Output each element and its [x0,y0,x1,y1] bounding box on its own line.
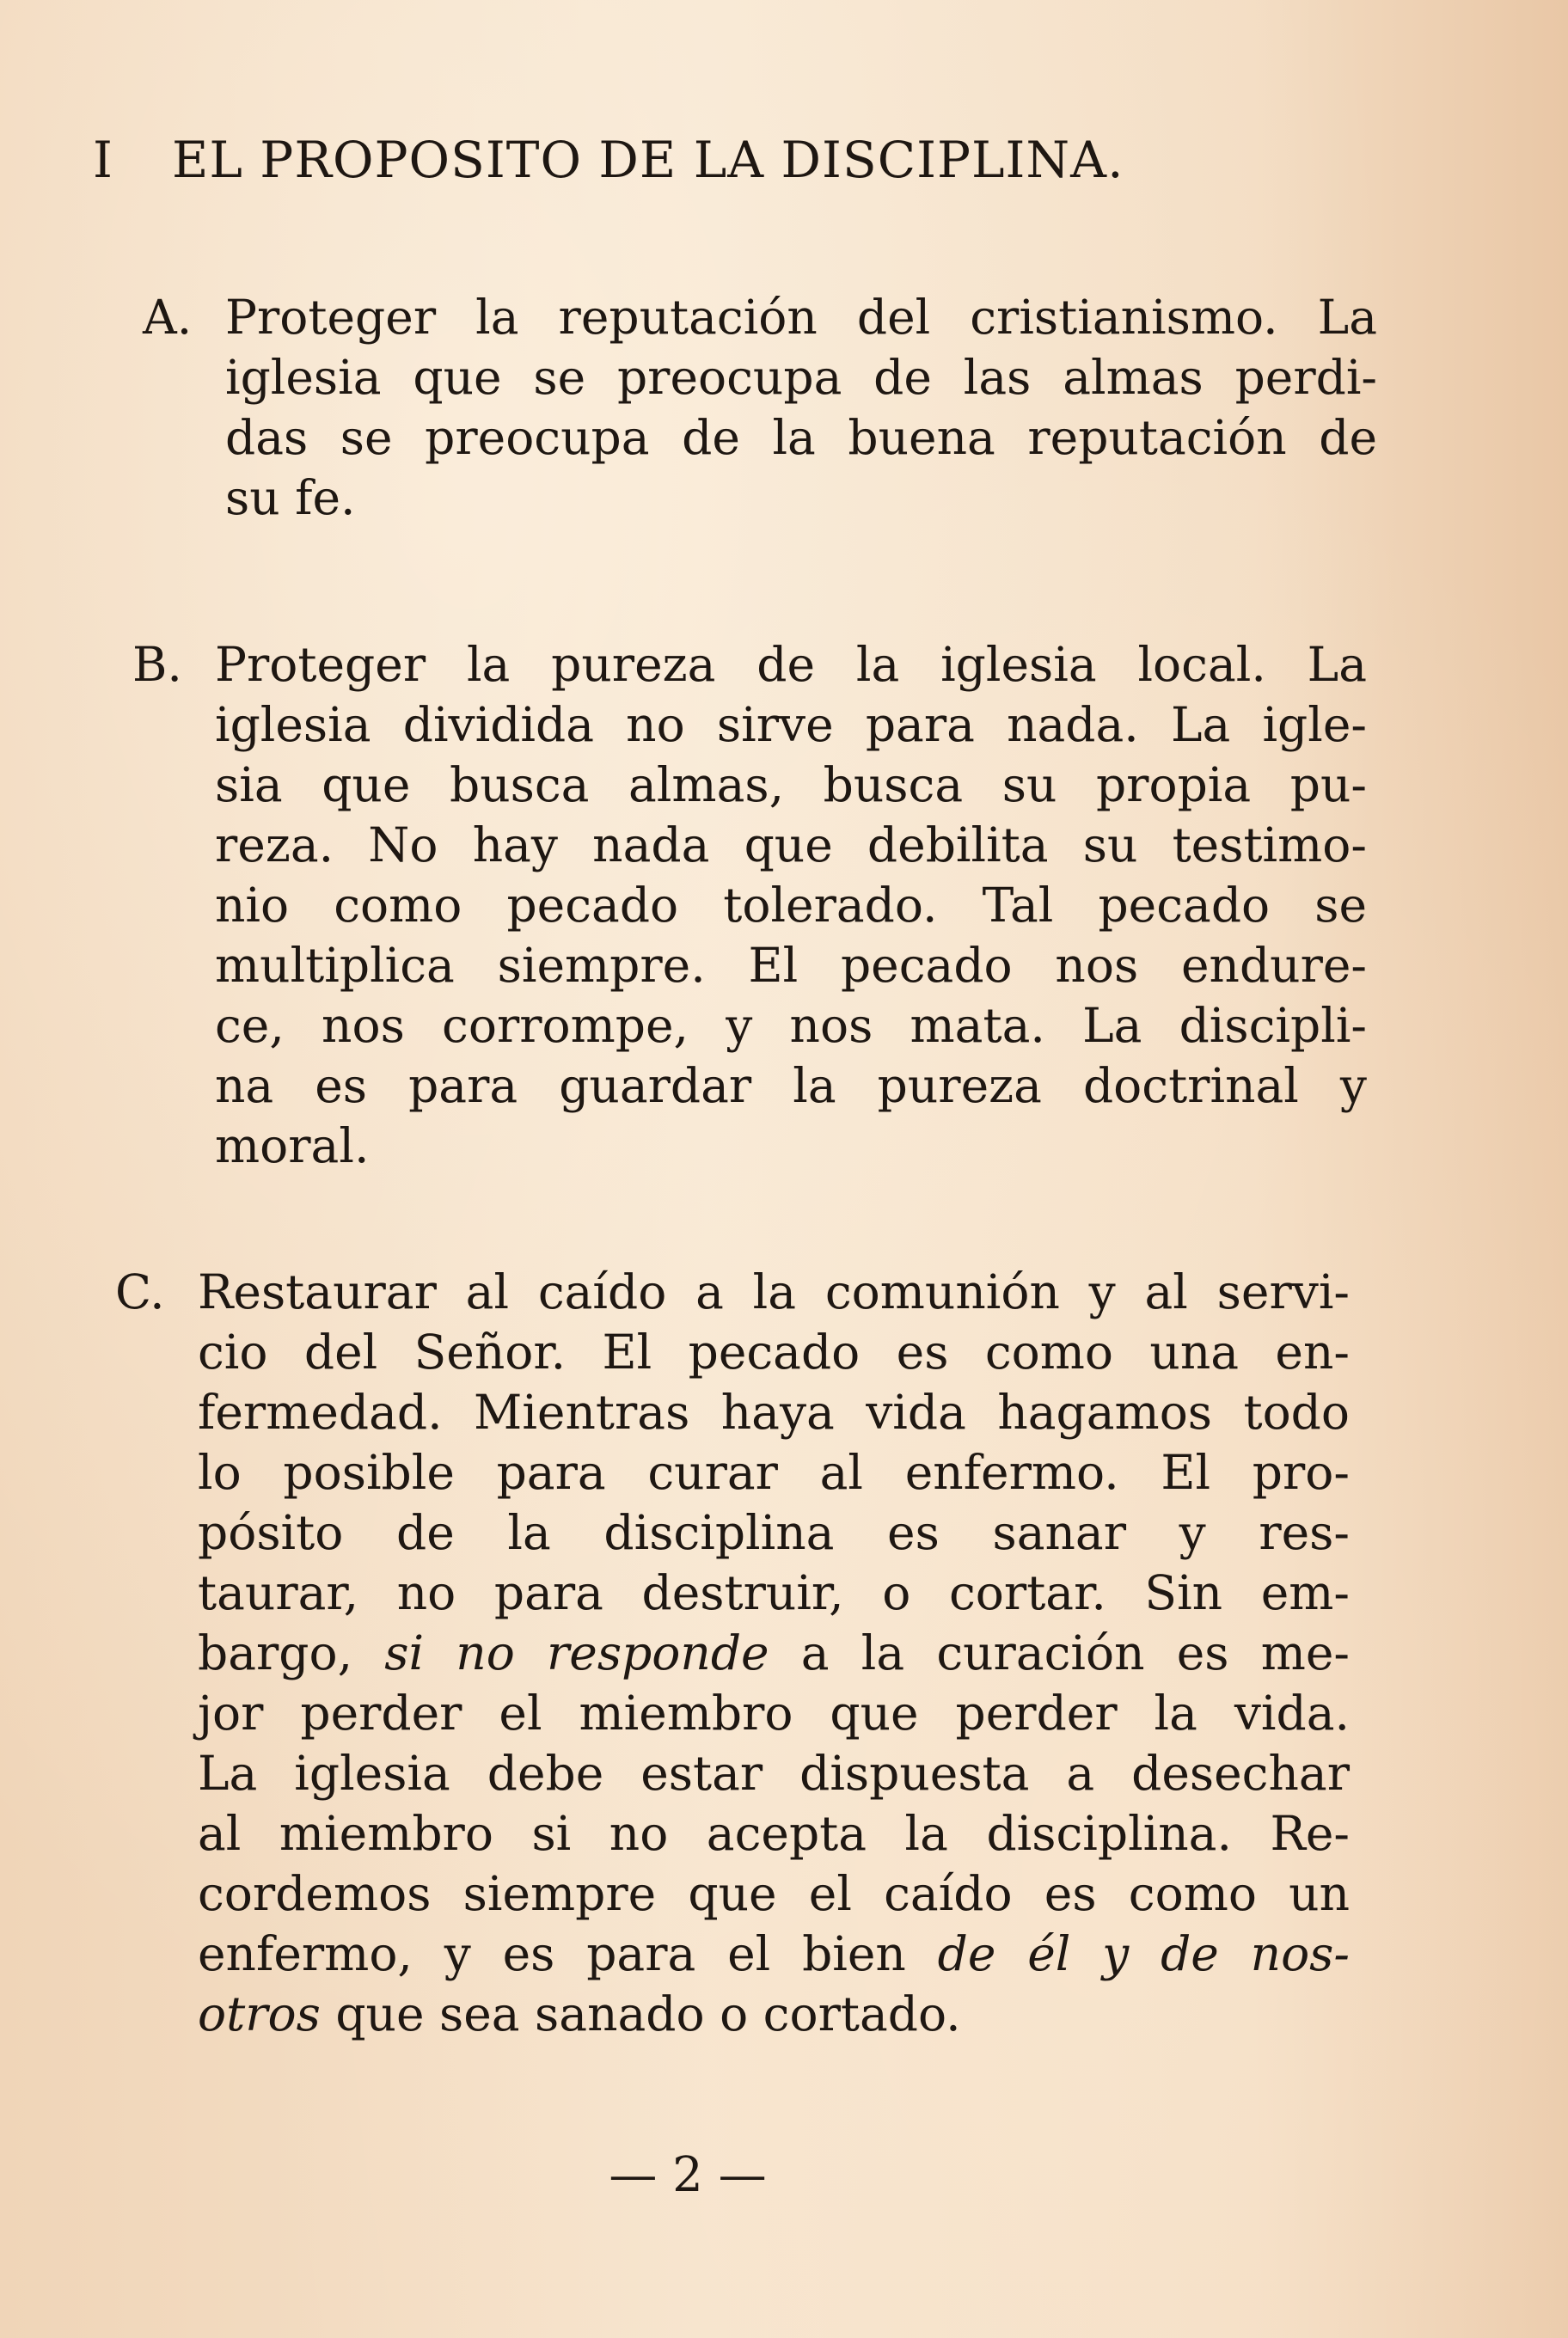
text-line: multiplica siempre. El pecado nos endure- [215,938,1367,993]
text-line: lo posible para curar al enfermo. El pro- [198,1445,1350,1500]
text-line: cio del Señor. El pecado es como una en- [198,1325,1350,1380]
text-line: Proteger la reputación del cristianismo. La [225,290,1377,345]
text-line: cordemos siempre que el caído es como un [198,1866,1350,1921]
section-heading [93,129,1124,191]
page-number: — 2 — [609,2147,767,2203]
text-line: al miembro si no acepta la disciplina. Re- [198,1806,1350,1861]
paragraph-c [115,1262,1350,2044]
text-line: La iglesia debe estar dispuesta a desechar [198,1746,1350,1801]
text-line: taurar, no para destruir, o cortar. Sin em- [198,1565,1350,1620]
paragraph-a [143,287,1377,528]
text-line: iglesia dividida no sirve para nada. La igle- [215,697,1367,752]
text-line-mixed [198,1924,1350,1984]
line-text: que sea sanado o cortado. [320,1986,961,2041]
text-line: jor perder el miembro que perder la vida. [198,1686,1350,1741]
text-line: das se preocupa de la buena reputación de [225,410,1377,465]
text-line: Restaurar al caído a la comunión y al servi- [198,1264,1350,1319]
text-line: iglesia que se preocupa de las almas perdi- [225,350,1377,405]
line-text: enfermo, y es para el bien [198,1926,938,1981]
heading-numeral: I [93,131,113,189]
line-text: a la curación es me- [769,1625,1350,1680]
italic-text: de él y de nos- [937,1926,1350,1981]
text-line: moral. [215,1118,370,1173]
text-line-mixed [198,1984,1350,2044]
text-line: pósito de la disciplina es sanar y res- [198,1505,1350,1560]
text-line: fermedad. Mientras haya vida hagamos todo [198,1385,1350,1440]
line-text: bargo, [198,1625,385,1680]
paragraph-b [132,634,1367,1176]
paragraph-marker: B. [132,637,182,692]
text-line: su fe. [225,470,356,525]
text-line: reza. No hay nada que debilita su testimo- [215,817,1367,872]
italic-text: si no responde [384,1625,769,1680]
heading-title: EL PROPOSITO DE LA DISCIPLINA. [172,131,1124,189]
text-line: Proteger la pureza de la iglesia local. La [215,637,1367,692]
text-line: na es para guardar la pureza doctrinal y [215,1058,1367,1113]
text-line-mixed [198,1623,1350,1683]
text-line: sia que busca almas, busca su propia pu- [215,757,1367,812]
text-line: ce, nos corrompe, y nos mata. La discipli- [215,998,1367,1053]
text-line: nio como pecado tolerado. Tal pecado se [215,878,1367,933]
paragraph-marker: C. [115,1264,165,1319]
paragraph-marker: A. [143,290,193,345]
italic-text: otros [198,1986,321,2041]
